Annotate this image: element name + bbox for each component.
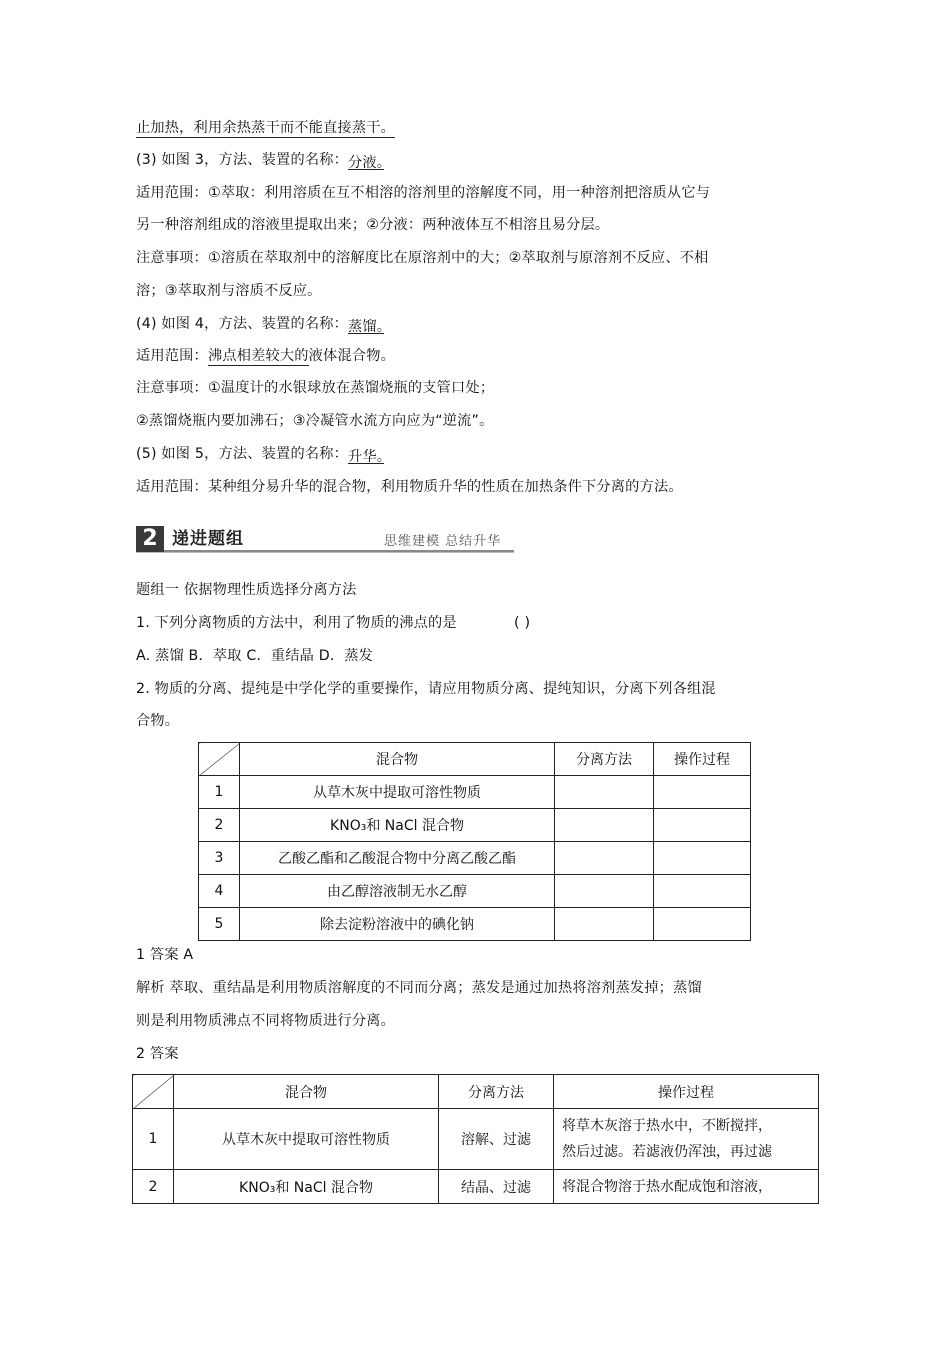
- question-1-options: [136, 646, 373, 666]
- method-cell[interactable]: [555, 809, 654, 842]
- question-2-line-2: [136, 711, 179, 731]
- banner-underline: [136, 552, 514, 553]
- row-process: [554, 1109, 819, 1170]
- question-2-line-1: [136, 679, 716, 699]
- question-1-text: 1. 下列分离物质的方法中，利用了物质的沸点的是: [136, 615, 457, 631]
- question-2-text-2: 合物。: [136, 713, 180, 729]
- row-number: 5: [199, 908, 240, 941]
- scope-text-1: 适用范围：①萃取：利用溶质在互不相溶的溶剂里的溶解度不同，用一种溶剂把溶质从它与: [136, 185, 711, 201]
- process-cell[interactable]: [654, 908, 751, 941]
- row-method: 溶解、过滤: [439, 1109, 554, 1170]
- process-cell[interactable]: [654, 809, 751, 842]
- table-row: [133, 1109, 819, 1170]
- mixture-table: [198, 742, 751, 941]
- section-title: 递进题组: [172, 529, 244, 549]
- section-banner: [136, 526, 514, 554]
- table-row: [199, 875, 751, 908]
- process-cell[interactable]: [654, 875, 751, 908]
- method-cell[interactable]: [555, 776, 654, 809]
- table-row: [199, 809, 751, 842]
- scope-text-5: 适用范围：某种组分易升华的混合物，利用物质升华的性质在加热条件下分离的方法。: [136, 479, 683, 495]
- row-method: 结晶、过滤: [439, 1170, 554, 1204]
- row-number: 1: [133, 1109, 174, 1170]
- analysis-line-1: [136, 978, 702, 998]
- process-cell[interactable]: [654, 776, 751, 809]
- table-row: [199, 908, 751, 941]
- item-5-answer: 升华。: [348, 449, 392, 465]
- item-3-prefix: (3) 如图 3，方法、装置的名称：: [136, 152, 348, 168]
- answer-1: [136, 945, 193, 965]
- row-number: 1: [199, 776, 240, 809]
- header-mixture: 混合物: [240, 743, 555, 776]
- method-cell[interactable]: [555, 875, 654, 908]
- item-3-line: [136, 150, 392, 171]
- table-row: [133, 1170, 819, 1204]
- answer-2: [136, 1044, 179, 1064]
- scope-line-5: [136, 477, 683, 497]
- notes-text-3: 注意事项：①温度计的水银球放在蒸馏烧瓶的支管口处；: [136, 380, 495, 396]
- notes-text-1: 注意事项：①溶质在萃取剂中的溶解度比在原溶剂中的大；②萃取剂与原溶剂不反应、不相: [136, 250, 709, 266]
- options-text: A. 蒸馏 B．萃取 C．重结晶 D．蒸发: [136, 648, 374, 664]
- item-4-prefix: (4) 如图 4，方法、装置的名称：: [136, 316, 348, 332]
- notes-line-1: [136, 248, 709, 268]
- row-number: 2: [133, 1170, 174, 1204]
- row-mixture: KNO₃和 NaCl 混合物: [174, 1170, 439, 1204]
- underlined-text: 止加热，利用余热蒸干而不能直接蒸干。: [136, 120, 395, 136]
- row-mixture: KNO₃和 NaCl 混合物: [240, 809, 555, 842]
- answer-2-text: 2 答案: [136, 1046, 179, 1062]
- question-2-text-1: 2. 物质的分离、提纯是中学化学的重要操作，请应用物质分离、提纯知识，分离下列各组混: [136, 681, 716, 697]
- item-3-answer: 分液。: [348, 155, 392, 171]
- notes-text-2: 溶；③萃取剂与溶质不反应。: [136, 283, 322, 299]
- group-title-text: 题组一 依据物理性质选择分离方法: [136, 582, 357, 598]
- process-line-2: 然后过滤。若滤液仍浑浊，再过滤: [562, 1144, 772, 1160]
- row-process: 将混合物溶于热水配成饱和溶液，: [554, 1170, 819, 1204]
- row-mixture: 除去淀粉溶液中的碘化钠: [240, 908, 555, 941]
- analysis-line-2: [136, 1011, 395, 1031]
- scope-line-3: [136, 346, 395, 366]
- method-cell[interactable]: [555, 908, 654, 941]
- scope-line-1: [136, 183, 710, 203]
- header-mixture: 混合物: [174, 1075, 439, 1109]
- item-5-prefix: (5) 如图 5，方法、装置的名称：: [136, 446, 348, 462]
- diagonal-cell: [199, 743, 240, 776]
- answer-table: [132, 1074, 819, 1204]
- item-4-line: [136, 314, 392, 335]
- header-process: 操作过程: [654, 743, 751, 776]
- notes-line-4: [136, 411, 493, 431]
- row-mixture: 从草木灰中提取可溶性物质: [240, 776, 555, 809]
- scope-line-2: [136, 215, 609, 235]
- process-cell[interactable]: [654, 842, 751, 875]
- table-row: [199, 842, 751, 875]
- scope-suffix: 液体混合物。: [308, 348, 395, 364]
- analysis-text-1: 解析 萃取、重结晶是利用物质溶解度的不同而分离；蒸发是通过加热将溶剂蒸发掉；蒸馏: [136, 980, 702, 996]
- analysis-text-2: 则是利用物质沸点不同将物质进行分离。: [136, 1013, 395, 1029]
- table-header-row: [133, 1075, 819, 1109]
- answer-1-text: 1 答案 A: [136, 947, 194, 963]
- row-number: 4: [199, 875, 240, 908]
- diagonal-cell: [133, 1075, 174, 1109]
- method-cell[interactable]: [555, 842, 654, 875]
- answer-paren: ( ): [514, 615, 531, 631]
- section-number: 2: [136, 526, 164, 552]
- group-title: [136, 580, 357, 600]
- row-mixture: 由乙醇溶液制无水乙醇: [240, 875, 555, 908]
- header-method: 分离方法: [555, 743, 654, 776]
- row-mixture: 乙酸乙酯和乙酸混合物中分离乙酸乙酯: [240, 842, 555, 875]
- scope-prefix: 适用范围：: [136, 348, 208, 364]
- item-4-answer: 蒸馏。: [348, 319, 392, 335]
- notes-line-2: [136, 281, 322, 301]
- table-header-row: [199, 743, 751, 776]
- header-process: 操作过程: [554, 1075, 819, 1109]
- table-row: [199, 776, 751, 809]
- row-number: 2: [199, 809, 240, 842]
- scope-answer: 沸点相差较大的: [207, 348, 309, 364]
- item-5-line: [136, 444, 392, 465]
- section-subtitle: 思维建模 总结升华: [384, 534, 502, 549]
- header-method: 分离方法: [439, 1075, 554, 1109]
- scope-text-2: 另一种溶剂组成的溶液里提取出来；②分液：两种液体互不相溶且易分层。: [136, 217, 610, 233]
- question-1: [136, 613, 531, 633]
- process-line-1: 将草木灰溶于热水中，不断搅拌，: [562, 1118, 772, 1134]
- row-number: 3: [199, 842, 240, 875]
- notes-text-4: ②蒸馏烧瓶内要加沸石；③冷凝管水流方向应为“逆流”。: [136, 413, 494, 429]
- paragraph-continuation: [136, 118, 395, 138]
- row-mixture: 从草木灰中提取可溶性物质: [174, 1109, 439, 1170]
- notes-line-3: [136, 378, 494, 398]
